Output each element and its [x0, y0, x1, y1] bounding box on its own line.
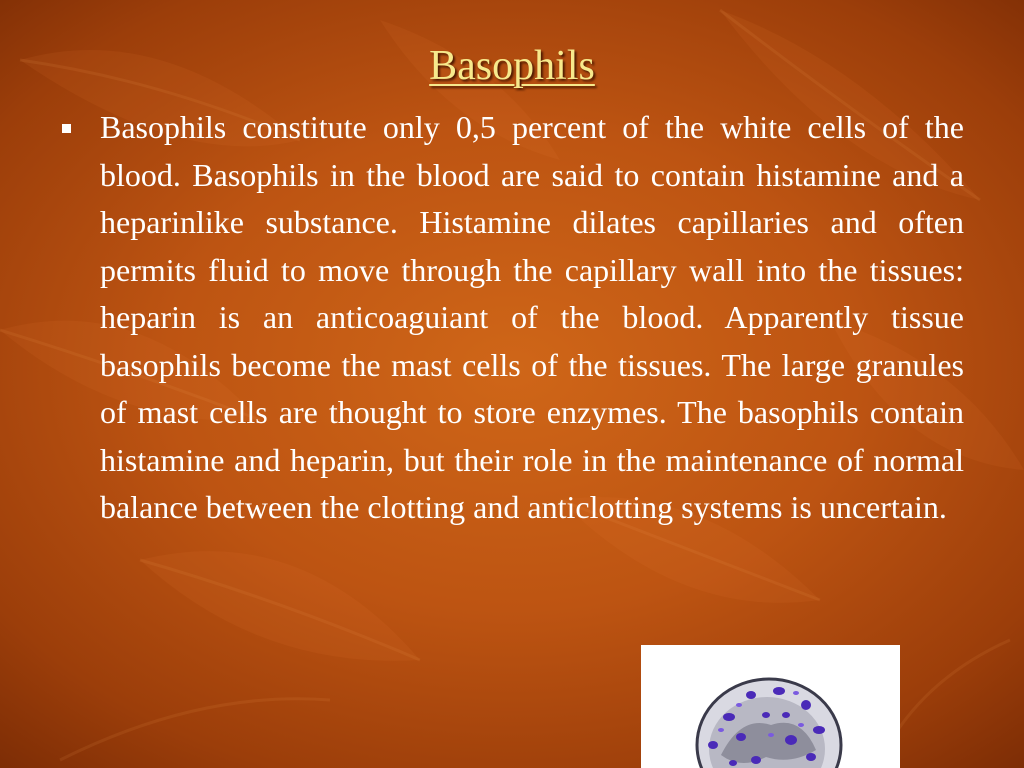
bullet-item: [60, 104, 964, 532]
basophil-cell-icon: [641, 645, 900, 768]
basophil-image: [641, 645, 900, 768]
slide-title: Basophils: [429, 43, 595, 89]
bullet-text: Basophils constitute only 0,5 percent of the white cells of the blood. Basophils in the blood are said to contain histamine and a heparinlike substance. Histamine dilates capillaries and often permits fluid to move through the capillary wall into the tissues: heparin is an anticoaguiant of the blood. Apparently tissue basophils become the mast cells of the tissues. The large granules of mast cells are thought to store enzymes. The basophils contain histamine and heparin, but their role in the maintenance of normal balance between the clotting and anticlotting systems is uncertain.: [100, 109, 964, 525]
square-bullet-icon: [62, 124, 71, 133]
bullet-list: [60, 104, 964, 532]
